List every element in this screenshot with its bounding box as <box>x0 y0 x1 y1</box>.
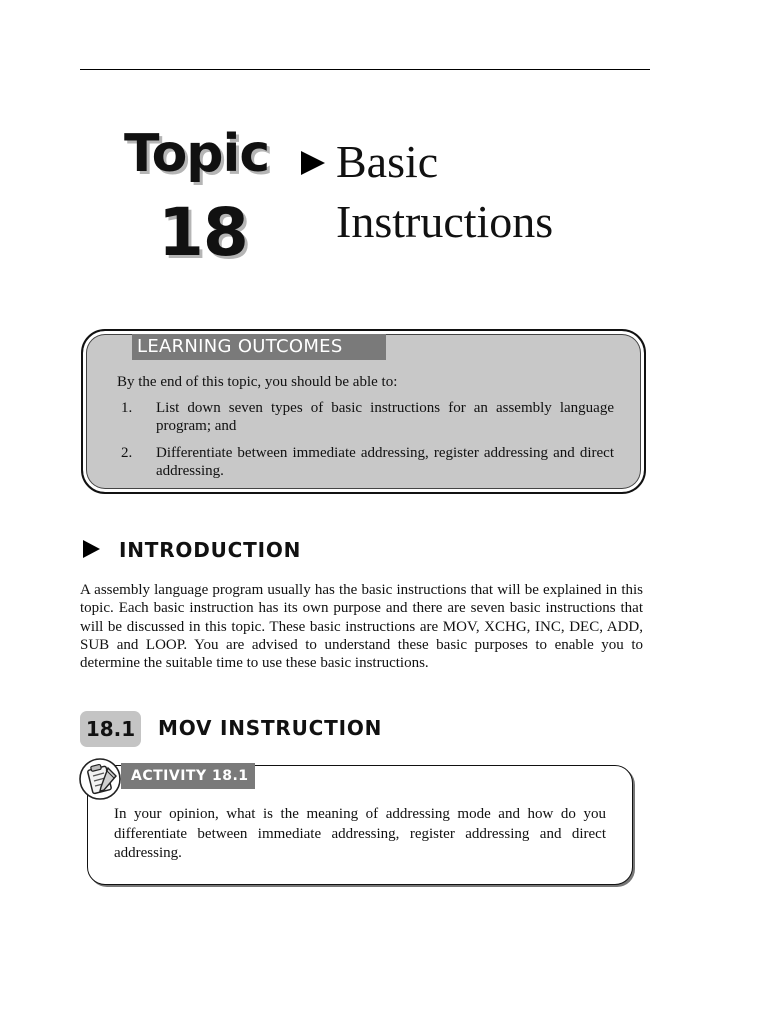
outcome-item: Differentiate between immediate addressing, register addressing and direct addressing. <box>156 445 614 479</box>
outcome-item: List down seven types of basic instructions for an assembly language program; and <box>156 400 614 434</box>
section-number-badge: 18.1 <box>80 711 141 747</box>
activity-question: In your opinion, what is the meaning of addressing mode and how do you differentiate between immediate addressing, register addressing and direct addressing. <box>114 806 606 861</box>
activity-label: ACTIVITY 18.1 <box>121 763 255 789</box>
learning-outcomes-intro: By the end of this topic, you should be able to: <box>117 374 398 390</box>
introduction-paragraph: A assembly language program usually has the basic instructions that will be explained in this topic. Each basic instruction has its own purpose and there are seven basic instructions that will be discussed in this topic. These basic instructions are MOV, XCHG, INC, DEC, ADD, SUB and LOOP. You are advised to understand these basic purposes to enable you to determine the suitable time to use these basic instructions. <box>80 582 643 672</box>
topic-label: Topic <box>124 124 270 184</box>
section-arrow-icon <box>83 540 100 558</box>
learning-outcomes-label: LEARNING OUTCOMES <box>132 334 386 360</box>
clipboard-pencil-icon <box>78 756 124 802</box>
topic-number: 18 <box>158 194 248 271</box>
outcome-number: 2. <box>121 445 133 461</box>
top-rule <box>80 69 650 70</box>
play-arrow-icon <box>301 151 325 175</box>
topic-title-line-2: Instructions <box>336 196 554 247</box>
section-heading: MOV INSTRUCTION <box>158 716 383 740</box>
introduction-heading: INTRODUCTION <box>119 538 302 562</box>
outcome-number: 1. <box>121 400 133 416</box>
topic-title-line-1: Basic <box>336 136 439 187</box>
